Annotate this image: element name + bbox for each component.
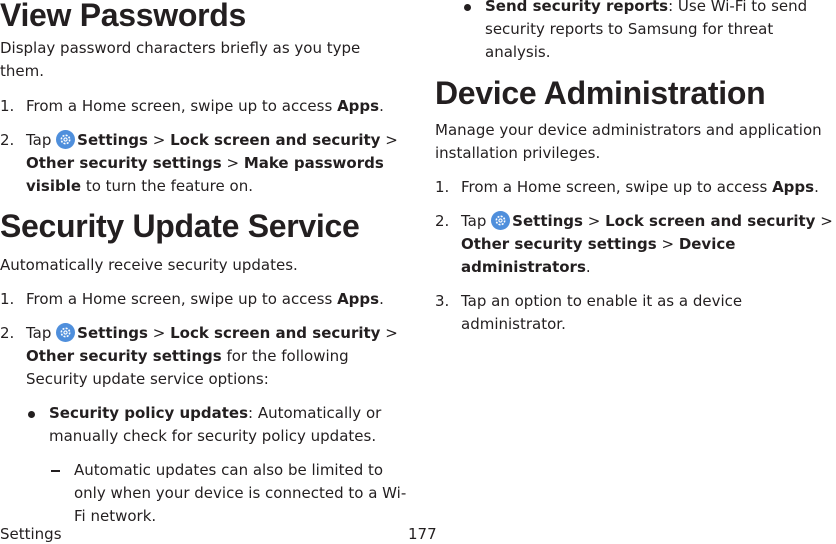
bullet-dot — [464, 4, 471, 11]
step-item: 2. Tap Settings > Lock screen and security > Other security settings > Device administrators. — [435, 212, 833, 276]
dash-marker — [51, 470, 60, 472]
security-update-heading: Security Update Service — [0, 208, 360, 244]
settings-gear-icon — [491, 211, 510, 230]
security-update-description: Automatically receive security updates. — [0, 256, 298, 274]
security-update-options-continued — [435, 0, 836, 64]
page-number: 177 — [408, 525, 437, 543]
view-passwords-heading: View Passwords — [0, 0, 247, 33]
footer-section-name: Settings — [0, 525, 62, 543]
left-column — [0, 0, 408, 528]
right-column — [435, 0, 836, 336]
step-item: 1. From a Home screen, swipe up to access Apps. — [435, 178, 819, 196]
device-administration-steps — [435, 176, 836, 336]
security-update-options — [0, 402, 408, 448]
step-item: 2. Tap Settings > Lock screen and security > Other security settings for the following Security update service options: — [0, 324, 398, 388]
step-item: 2. Tap Settings > Lock screen and security > Other security settings > Make passwords visible to turn the feature on. — [0, 131, 398, 195]
bullet-dot — [28, 411, 35, 418]
list-item: Automatic updates can also be limited to only when your device is connected to a Wi-Fi network. — [0, 459, 408, 528]
view-passwords-steps — [0, 95, 408, 198]
security-update-sub-options — [0, 459, 408, 528]
step-item: 1. From a Home screen, swipe up to access Apps. — [0, 97, 384, 115]
list-item: Security policy updates: Automatically or manually check for security policy updates. — [0, 402, 408, 448]
device-administration-heading: Device Administration — [435, 75, 766, 111]
settings-gear-icon — [56, 130, 75, 149]
view-passwords-description: Display password characters briefly as you type them. — [0, 39, 361, 80]
step-item: 3. Tap an option to enable it as a device administrator. — [435, 292, 743, 333]
settings-gear-icon — [56, 323, 75, 342]
device-administration-description: Manage your device administrators and application installation privileges. — [435, 121, 822, 162]
step-item: 1. From a Home screen, swipe up to access Apps. — [0, 290, 384, 308]
list-item: Send security reports: Use Wi-Fi to send security reports to Samsung for threat analysis. — [435, 0, 836, 64]
security-update-steps — [0, 288, 408, 391]
